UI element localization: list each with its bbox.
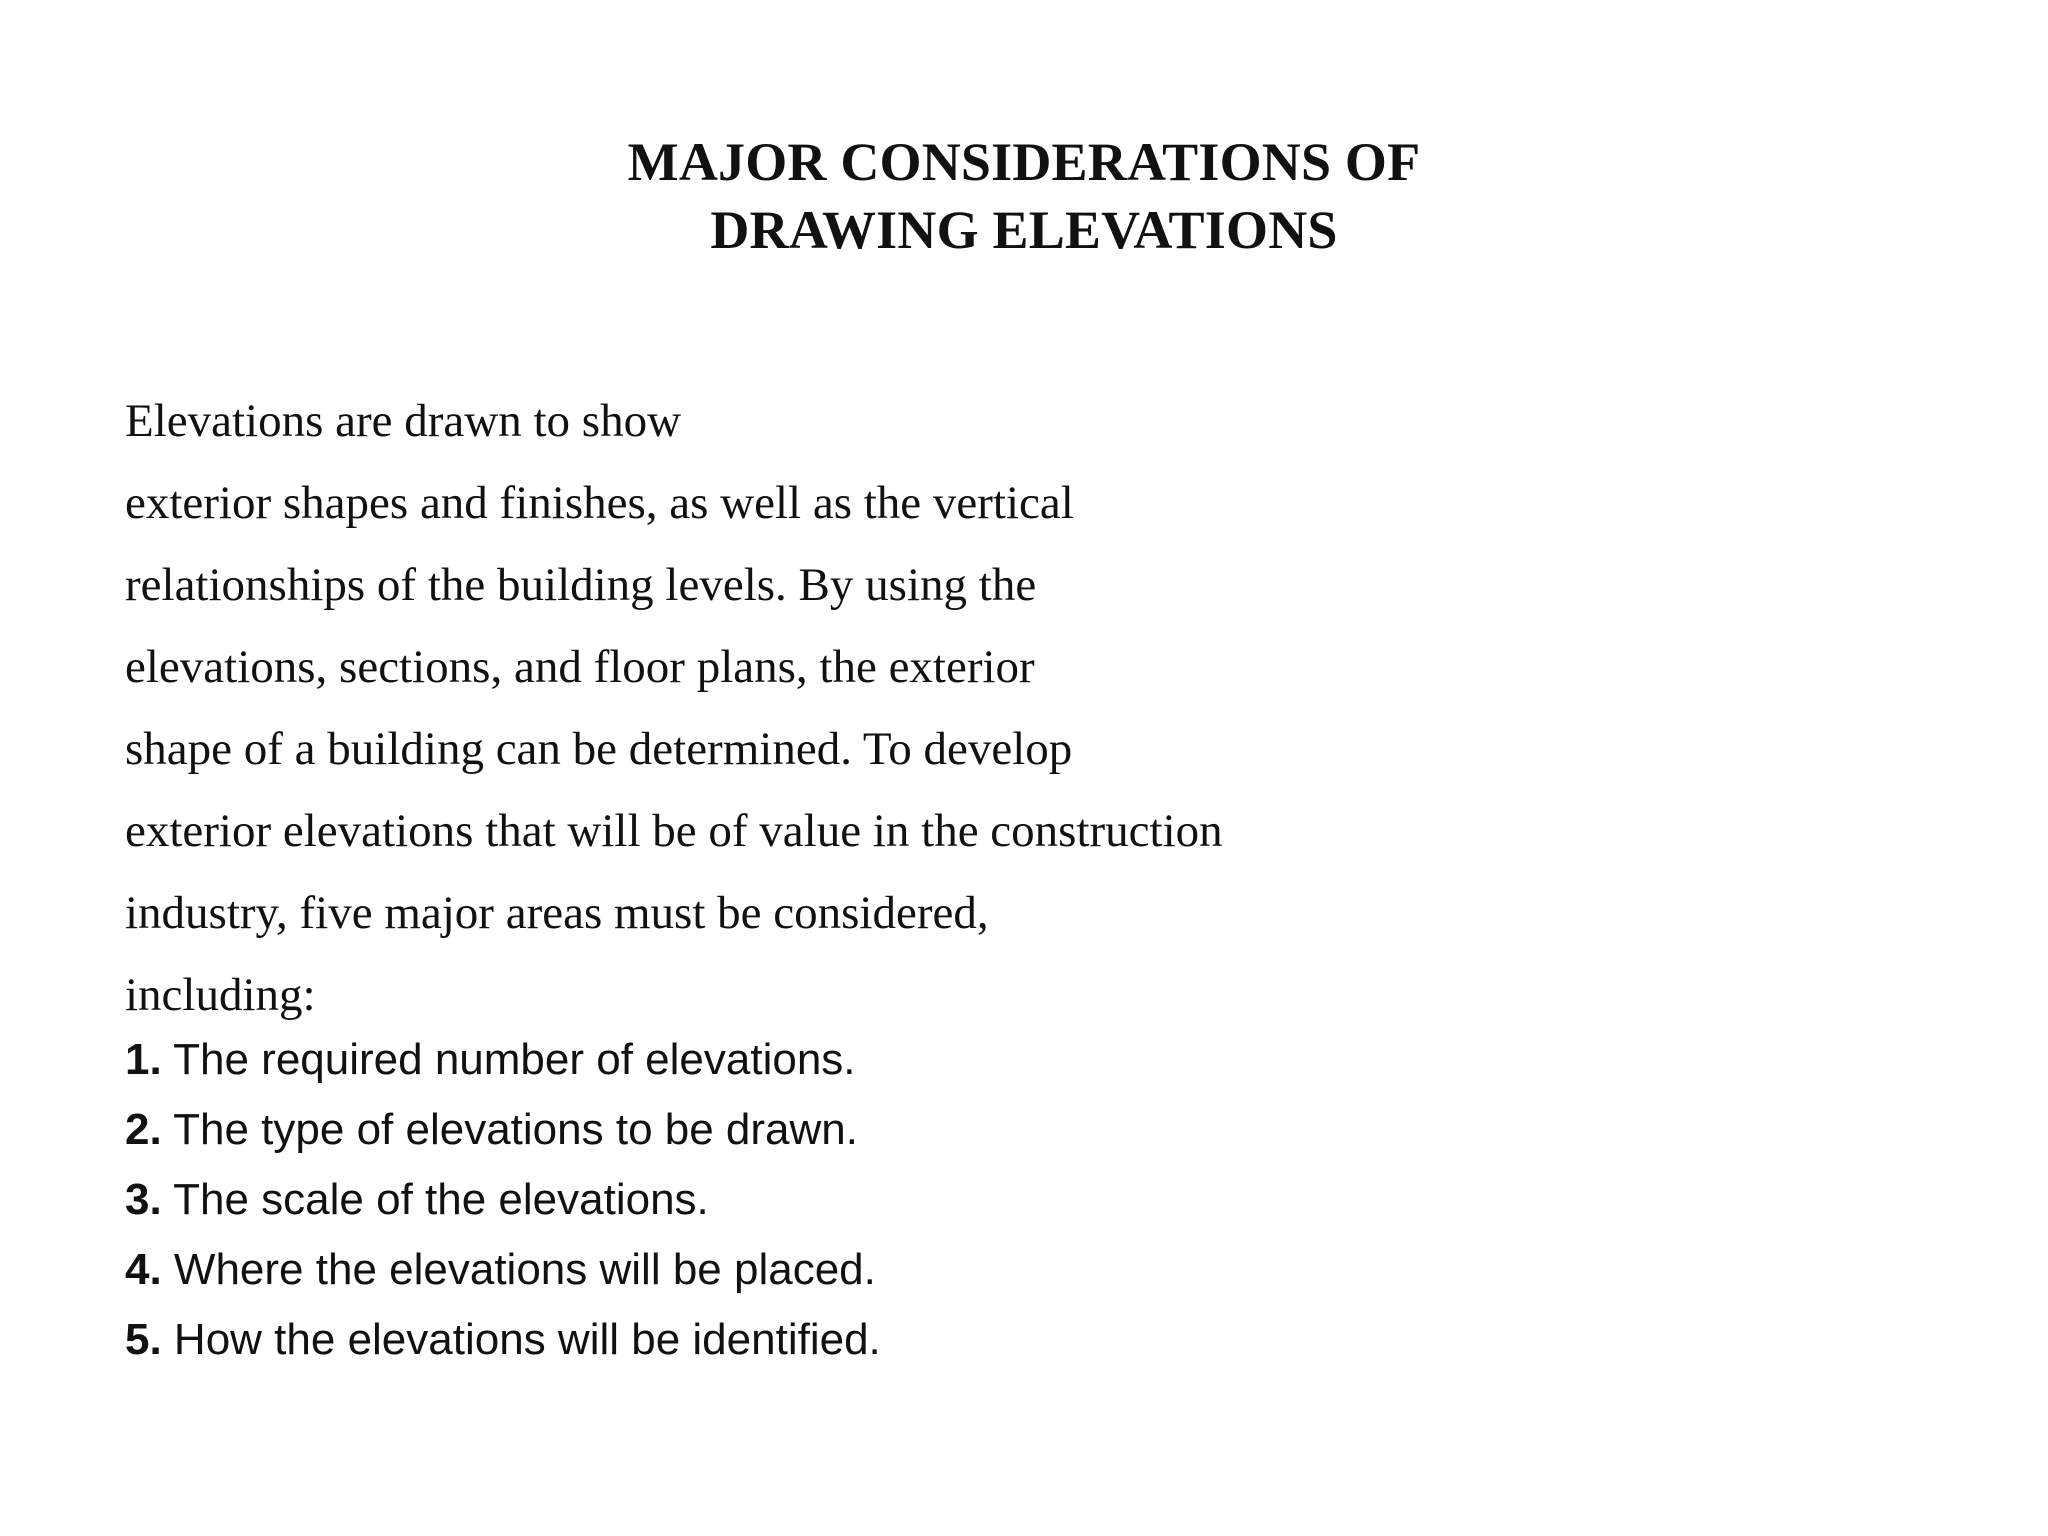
list-item-number: 4.	[125, 1245, 162, 1294]
list-item	[125, 1095, 1625, 1165]
list-item-text: The type of elevations to be drawn.	[161, 1105, 858, 1154]
list-item	[125, 1235, 1625, 1305]
paragraph-line: Elevations are drawn to show	[125, 395, 682, 447]
paragraph-line: shape of a building can be determined. To develop	[125, 723, 1073, 775]
paragraph-line: relationships of the building levels. By using the	[125, 559, 1037, 611]
list-item-text: The required number of elevations.	[161, 1035, 856, 1084]
list-item-text: Where the elevations will be placed.	[161, 1245, 876, 1294]
list-item	[125, 1305, 1625, 1375]
body-paragraph	[125, 380, 1625, 1036]
slide-title-line-2: DRAWING ELEVATIONS	[710, 200, 1338, 260]
list-item-number: 3.	[125, 1175, 162, 1224]
paragraph-line: elevations, sections, and floor plans, the exterior	[125, 641, 1035, 693]
list-item-number: 2.	[125, 1105, 162, 1154]
list-item	[125, 1025, 1625, 1095]
list-item-number: 5.	[125, 1315, 162, 1364]
list-item-number: 1.	[125, 1035, 162, 1084]
list-item-text: How the elevations will be identified.	[161, 1315, 881, 1364]
paragraph-line: including:	[125, 969, 316, 1021]
considerations-list	[125, 1025, 1625, 1375]
slide-title	[0, 128, 2048, 264]
paragraph-line: industry, five major areas must be considered,	[125, 887, 989, 939]
paragraph-line: exterior elevations that will be of value in the construction	[125, 805, 1223, 857]
paragraph-line: exterior shapes and finishes, as well as the vertical	[125, 477, 1074, 529]
list-item	[125, 1165, 1625, 1235]
slide-title-line-1: MAJOR CONSIDERATIONS OF	[627, 132, 1421, 192]
list-item-text: The scale of the elevations.	[161, 1175, 709, 1224]
